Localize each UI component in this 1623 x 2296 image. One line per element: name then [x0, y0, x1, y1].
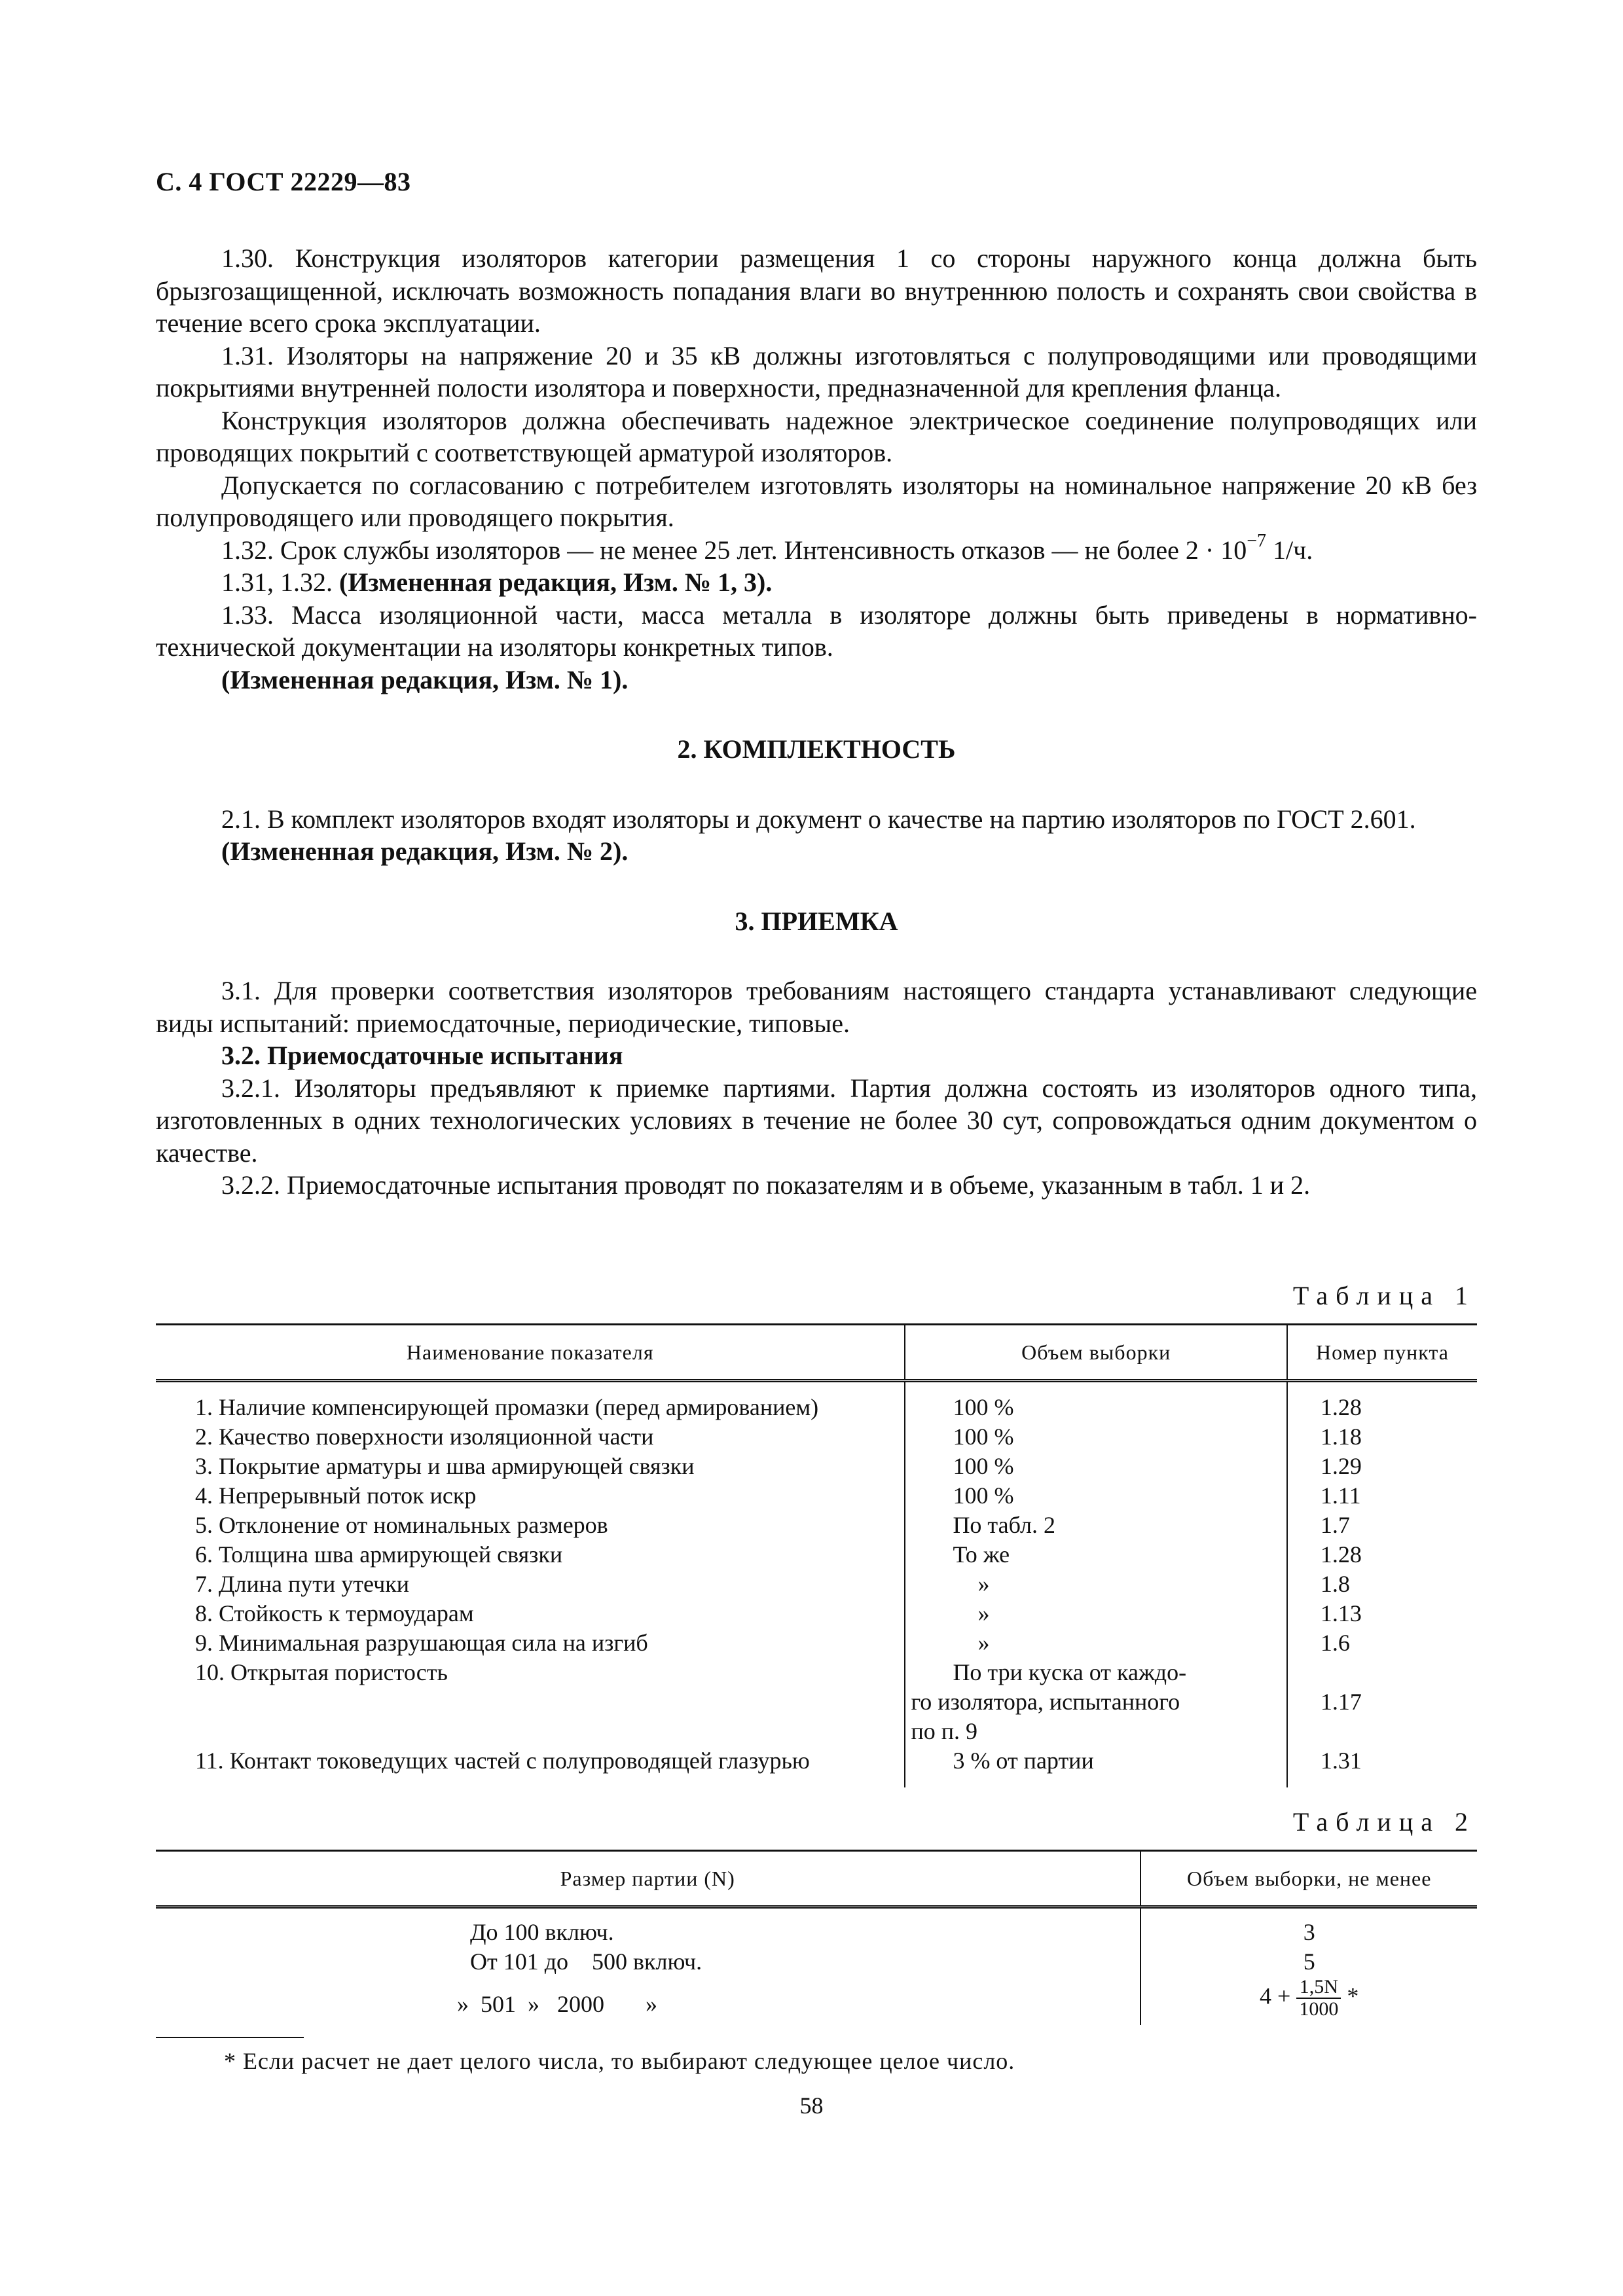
- amendment-ref: 1.31, 1.32.: [221, 567, 339, 597]
- amendment-bold: (Измененная редакция, Изм. № 1, 3).: [339, 567, 773, 597]
- paragraph-1-33: 1.33. Масса изоляционной части, масса металла в изоляторе должны быть приведены в нормативно-технической документации на изоляторы конкретных типов.: [156, 600, 1477, 662]
- table-cell: 1.11: [1320, 1482, 1361, 1509]
- footnote: * Если расчет не дает целого числа, то выбирают следующее целое число.: [224, 2048, 1015, 2074]
- body-text: [156, 242, 1477, 1202]
- table-2: [156, 1850, 1477, 2025]
- table-row: [156, 1511, 1477, 1540]
- paragraph-1-31-allowance: Допускается по согласованию с потребителем изготовлять изоляторы на номинальное напряжение 20 кВ без полупроводящего или проводящего покрытия.: [156, 470, 1477, 532]
- page-header: С. 4 ГОСТ 22229—83: [156, 167, 411, 196]
- fraction: [1296, 1977, 1341, 2020]
- table-cell: 100 %: [905, 1422, 1286, 1452]
- table-row: [156, 1481, 1477, 1511]
- paragraph-2-1: 2.1. В комплект изоляторов входят изоляторы и документ о качестве на партию изоляторов по ГОСТ 2.601.: [221, 804, 1416, 834]
- formula-suffix: *: [1341, 1982, 1359, 2009]
- table-row: [156, 1570, 1477, 1599]
- amendment-note-1-31: [156, 566, 1477, 599]
- table-cell: По табл. 2: [905, 1511, 1286, 1540]
- cell-line: го изолятора, испытанного: [911, 1689, 1180, 1715]
- table-row: [156, 1907, 1477, 1948]
- table-row: [156, 1599, 1477, 1628]
- cell-line: по п. 9: [911, 1718, 977, 1744]
- table-row: [156, 1628, 1477, 1658]
- section-title-3: 3. ПРИЕМКА: [735, 906, 898, 936]
- table-row: [156, 1658, 1477, 1746]
- table-row: [156, 1540, 1477, 1570]
- table-header: Размер партии (N): [156, 1851, 1140, 1907]
- table-row: [156, 1947, 1477, 1977]
- table-cell: 100 %: [905, 1452, 1286, 1481]
- table-cell: 1.28: [1320, 1541, 1362, 1568]
- paragraph-1-32-unit: 1/ч.: [1266, 535, 1313, 565]
- amendment-bold: (Измененная редакция, Изм. № 1).: [221, 664, 629, 694]
- table-row: [156, 1746, 1477, 1787]
- table-cell: 5. Отклонение от номинальных размеров: [156, 1511, 905, 1540]
- table-cell: [1140, 1977, 1477, 2025]
- paragraph-1-31-construction: Конструкция изоляторов должна обеспечивать надежное электрическое соединение полупроводящих или проводящих покрытий с соответствующей арматурой изоляторов.: [156, 405, 1477, 467]
- table-1-caption: Таблица 1: [1292, 1281, 1476, 1310]
- table-cell: То же: [905, 1540, 1286, 1570]
- footnote-rule: [156, 2037, 304, 2038]
- table-cell: »: [905, 1628, 1286, 1658]
- paragraph-3-2-2: 3.2.2. Приемосдаточные испытания проводят по показателям и в объеме, указанным в табл. 1 и 2.: [221, 1170, 1311, 1200]
- table-cell: 1.7: [1320, 1512, 1350, 1538]
- table-cell: »: [905, 1599, 1286, 1628]
- table-cell: 1.28: [1320, 1394, 1362, 1420]
- amendment-bold: (Измененная редакция, Изм. № 2).: [221, 836, 629, 866]
- table-2-caption: Таблица 2: [1292, 1807, 1476, 1837]
- table-header: Наименование показателя: [156, 1325, 905, 1381]
- amendment-note-1-33: [156, 664, 1477, 696]
- table-cell: 1.6: [1320, 1630, 1350, 1656]
- table-row: [156, 1977, 1477, 2025]
- table-1: [156, 1323, 1477, 1787]
- table-cell: [905, 1658, 1286, 1746]
- table-row: [156, 1381, 1477, 1423]
- table-cell: 100 %: [905, 1381, 1286, 1423]
- paragraph-1-32-text: 1.32. Срок службы изоляторов — не менее 25 лет. Интенсивность отказов — не более 2 · 10: [221, 535, 1247, 565]
- fraction-denominator: 1000: [1299, 1998, 1339, 2020]
- table-cell: »: [905, 1570, 1286, 1599]
- subsection-3-2: [156, 1039, 1477, 1072]
- exponent: −7: [1247, 531, 1267, 552]
- table-cell: 1.8: [1320, 1571, 1350, 1597]
- table-cell: 100 %: [905, 1481, 1286, 1511]
- table-cell: 3: [1303, 1919, 1315, 1945]
- table-cell: 2. Качество поверхности изоляционной части: [156, 1422, 905, 1452]
- section-title-2: 2. КОМПЛЕКТНОСТЬ: [677, 734, 956, 764]
- table-cell: 1.29: [1320, 1453, 1362, 1479]
- paragraph-1-31: 1.31. Изоляторы на напряжение 20 и 35 кВ должны изготовляться с полупроводящими или проводящими покрытиями внутренней полости изолятора и поверхности, предназначенной для крепления фланца.: [156, 340, 1477, 403]
- table-cell: От 101 до 500 включ.: [156, 1947, 1140, 1977]
- page-number: 58: [799, 2092, 824, 2119]
- table-cell: 6. Толщина шва армирующей связки: [156, 1540, 905, 1570]
- table-row: [156, 1452, 1477, 1481]
- table-cell: 1.31: [1320, 1748, 1362, 1774]
- fraction-numerator: 1,5N: [1296, 1977, 1341, 1999]
- paragraph-3-2-1: 3.2.1. Изоляторы предъявляют к приемке партиями. Партия должна состоять из изоляторов одного типа, изготовленных в одних технологических условиях в течение не более 30 сут, сопровождаться одним документом о качестве.: [156, 1073, 1477, 1168]
- table-cell: » 501 » 2000 »: [156, 1977, 1140, 2025]
- table-header: Объем выборки: [905, 1325, 1286, 1381]
- table-header: Объем выборки, не менее: [1140, 1851, 1477, 1907]
- table-cell: 1.17: [1320, 1689, 1362, 1715]
- table-cell: 1.18: [1320, 1424, 1362, 1450]
- table-cell: 3 % от партии: [905, 1746, 1286, 1787]
- paragraph-3-1: 3.1. Для проверки соответствия изоляторов требованиям настоящего стандарта устанавливают следующие виды испытаний: приемосдаточные, периодические, типовые.: [156, 976, 1477, 1038]
- formula-prefix: 4 +: [1260, 1982, 1297, 2009]
- table-cell: 11. Контакт токоведущих частей с полупроводящей глазурью: [156, 1746, 905, 1787]
- table-cell: 1. Наличие компенсирующей промазки (перед армированием): [156, 1381, 905, 1423]
- paragraph-1-30: 1.30. Конструкция изоляторов категории размещения 1 со стороны наружного конца должна быть брызгозащищенной, исключать возможность попадания влаги во внутреннюю полость и сохранять свои свойства в течение всего срока эксплуатации.: [156, 243, 1477, 338]
- table-cell: 9. Минимальная разрушающая сила на изгиб: [156, 1628, 905, 1658]
- table-cell: 1.13: [1320, 1600, 1362, 1626]
- table-cell: 8. Стойкость к термоударам: [156, 1599, 905, 1628]
- table-row: [156, 1422, 1477, 1452]
- amendment-note-2-1: [156, 835, 1477, 868]
- cell-line: По три куска от каждо-: [953, 1659, 1187, 1685]
- table-cell: 4. Непрерывный поток искр: [156, 1481, 905, 1511]
- table-cell: 7. Длина пути утечки: [156, 1570, 905, 1599]
- table-cell: До 100 включ.: [156, 1907, 1140, 1948]
- table-cell: 10. Открытая пористость: [156, 1658, 905, 1746]
- table-header: Номер пункта: [1287, 1325, 1477, 1381]
- subsection-title: 3.2. Приемосдаточные испытания: [221, 1041, 623, 1070]
- paragraph-1-32: [156, 531, 1477, 567]
- table-cell: 5: [1303, 1948, 1315, 1975]
- table-cell: 3. Покрытие арматуры и шва армирующей связки: [156, 1452, 905, 1481]
